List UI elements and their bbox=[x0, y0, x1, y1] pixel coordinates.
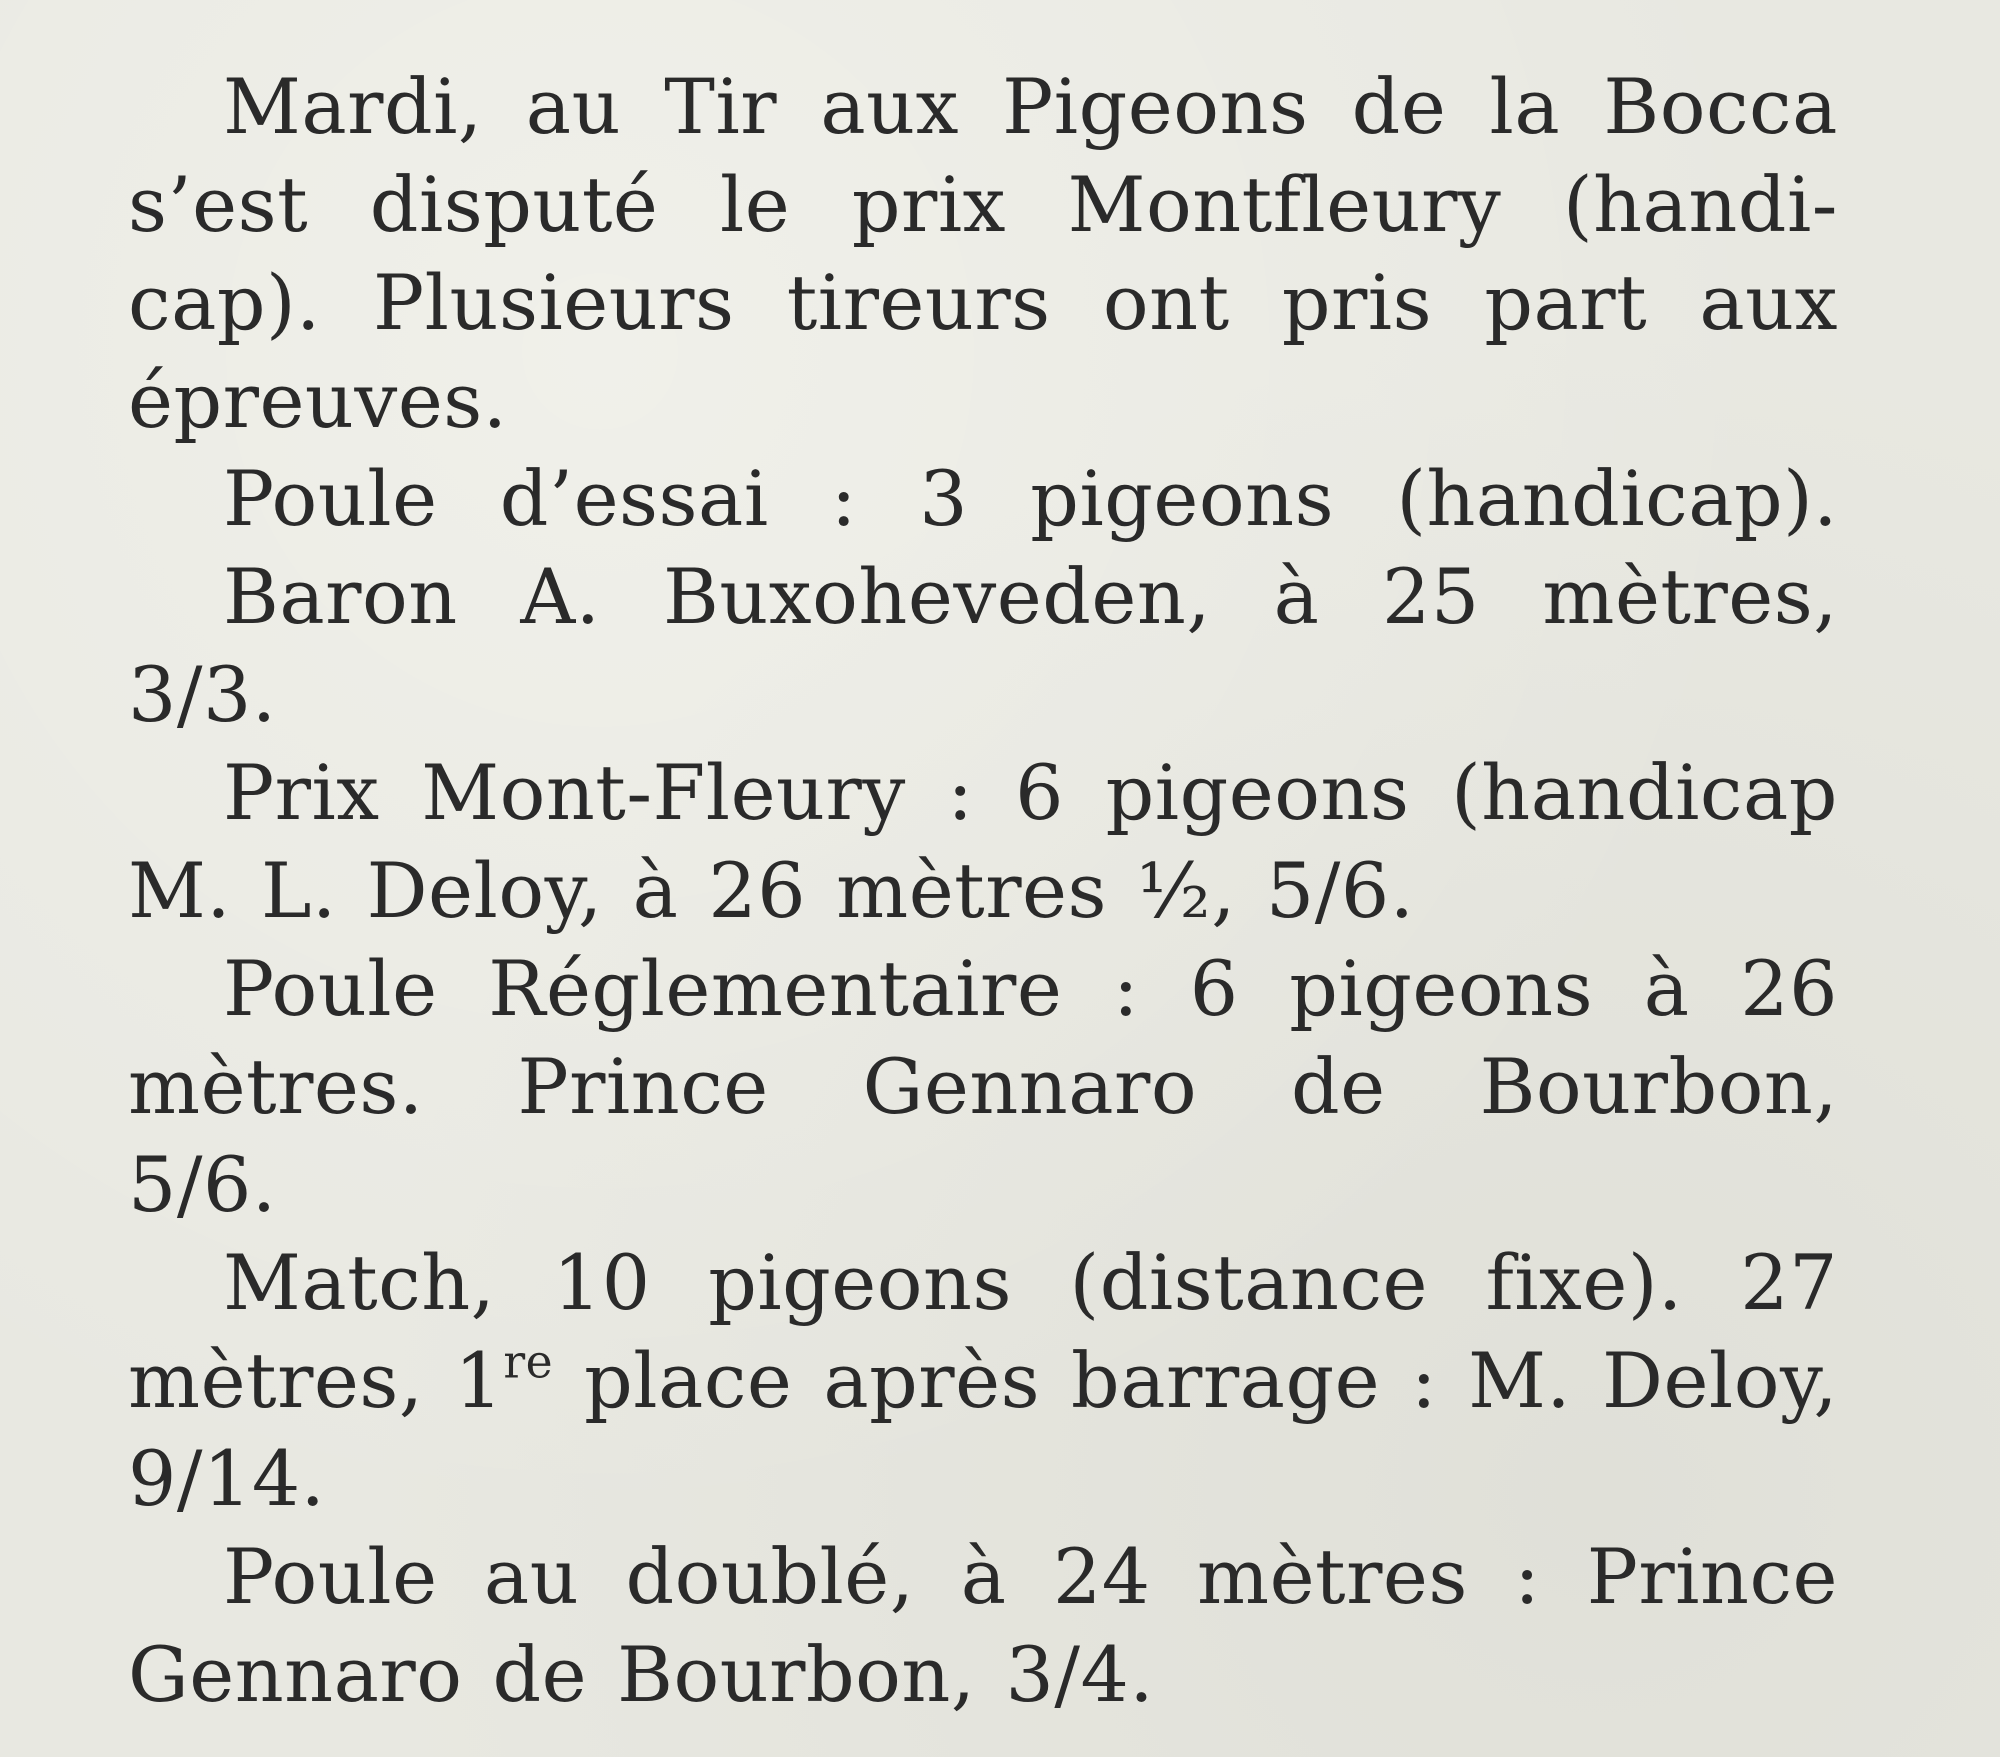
text-line bbox=[128, 1332, 1838, 1430]
text-line bbox=[128, 1234, 1838, 1332]
word: : bbox=[947, 748, 974, 837]
word: M. bbox=[128, 846, 231, 935]
word: Réglementaire bbox=[488, 944, 1063, 1033]
word: Bourbon, bbox=[1479, 1042, 1838, 1131]
word: s’est bbox=[128, 160, 309, 249]
word: d’essai bbox=[499, 454, 769, 543]
text-line bbox=[128, 450, 1838, 548]
word: Buxoheveden, bbox=[663, 552, 1211, 641]
word: 3/3. bbox=[128, 650, 277, 739]
word: mètres, bbox=[128, 1336, 424, 1425]
word: 26 bbox=[1740, 944, 1838, 1033]
word: cap). bbox=[128, 258, 321, 347]
word: 1re bbox=[454, 1335, 554, 1425]
word: à bbox=[960, 1532, 1007, 1621]
word: doublé, bbox=[625, 1532, 915, 1621]
word: la bbox=[1489, 62, 1561, 151]
word: 25 bbox=[1382, 552, 1480, 641]
word: 5/6. bbox=[128, 1140, 277, 1229]
article-text bbox=[128, 58, 1838, 1724]
word: Plusieurs bbox=[373, 258, 735, 347]
word: épreuves. bbox=[128, 356, 508, 445]
word: barrage bbox=[1071, 1336, 1381, 1425]
word: (handi- bbox=[1562, 160, 1838, 249]
word: 3 bbox=[919, 454, 969, 543]
word: place bbox=[584, 1336, 793, 1425]
word: Prince bbox=[1586, 1532, 1838, 1621]
word: Prix bbox=[223, 748, 380, 837]
word: fixe). bbox=[1485, 1238, 1683, 1327]
word: Montfleury bbox=[1067, 160, 1502, 249]
text-line bbox=[128, 1528, 1838, 1626]
word: à bbox=[1273, 552, 1320, 641]
word: pigeons bbox=[1030, 454, 1335, 543]
word: M. bbox=[1468, 1336, 1572, 1425]
word: part bbox=[1484, 258, 1648, 347]
word: : bbox=[1514, 1532, 1541, 1621]
word: Poule bbox=[223, 944, 438, 1033]
word: mètres. bbox=[128, 1042, 424, 1131]
text-line bbox=[128, 548, 1838, 646]
word: : bbox=[830, 454, 857, 543]
text-line bbox=[128, 646, 1838, 744]
text-line bbox=[128, 940, 1838, 1038]
word: 3/4. bbox=[1005, 1630, 1155, 1719]
text-line bbox=[128, 254, 1838, 352]
text-line bbox=[128, 352, 1838, 450]
word: pigeons bbox=[1105, 748, 1410, 837]
text-line bbox=[128, 1626, 1838, 1724]
word: Prince bbox=[517, 1042, 769, 1131]
word: au bbox=[525, 62, 622, 151]
word: 26 bbox=[708, 846, 807, 935]
word: aux bbox=[820, 62, 959, 151]
text-line bbox=[128, 744, 1838, 842]
word: 27 bbox=[1740, 1238, 1838, 1327]
word: 6 bbox=[1189, 944, 1239, 1033]
word: Poule bbox=[223, 1532, 438, 1621]
word: de bbox=[1291, 1042, 1386, 1131]
word: Mardi, bbox=[223, 62, 483, 151]
word: (handicap). bbox=[1396, 454, 1838, 543]
word: (distance bbox=[1069, 1238, 1428, 1327]
word: mètres bbox=[836, 846, 1108, 935]
word: Baron bbox=[223, 552, 458, 641]
word: Deloy, bbox=[366, 846, 603, 935]
word: Pigeons bbox=[1002, 62, 1309, 151]
word: à bbox=[1643, 944, 1690, 1033]
word: Tir bbox=[664, 62, 778, 151]
word: Gennaro bbox=[862, 1042, 1198, 1131]
word: L. bbox=[260, 846, 337, 935]
word: 6 bbox=[1015, 748, 1065, 837]
word: Poule bbox=[223, 454, 438, 543]
text-line bbox=[128, 1136, 1838, 1234]
word: : bbox=[1112, 944, 1140, 1033]
word: le bbox=[719, 160, 791, 249]
word: mètres, bbox=[1542, 552, 1838, 641]
word: pigeons bbox=[1289, 944, 1594, 1033]
text-line bbox=[128, 156, 1838, 254]
word: ont bbox=[1102, 258, 1230, 347]
word: disputé bbox=[369, 160, 659, 249]
word: 9/14. bbox=[128, 1434, 326, 1523]
word: de bbox=[1351, 62, 1447, 151]
word: après bbox=[823, 1336, 1041, 1425]
word: Deloy, bbox=[1602, 1336, 1838, 1425]
word: à bbox=[632, 846, 679, 935]
word: 10 bbox=[552, 1238, 651, 1327]
word: de bbox=[492, 1630, 588, 1719]
text-line bbox=[128, 1430, 1838, 1528]
word: prix bbox=[851, 160, 1007, 249]
text-line bbox=[128, 58, 1838, 156]
word: Mont-Fleury bbox=[421, 748, 906, 837]
word: 5/6. bbox=[1265, 846, 1415, 935]
word: pris bbox=[1281, 258, 1433, 347]
word: A. bbox=[520, 552, 601, 641]
word: 24 bbox=[1052, 1532, 1151, 1621]
word: : bbox=[1411, 1336, 1438, 1425]
word: mètres bbox=[1197, 1532, 1468, 1621]
word: aux bbox=[1699, 258, 1838, 347]
word: Bourbon, bbox=[617, 1630, 976, 1719]
text-line bbox=[128, 842, 1838, 940]
word: pigeons bbox=[708, 1238, 1012, 1327]
word: (handicap bbox=[1451, 748, 1838, 837]
word: tireurs bbox=[786, 258, 1051, 347]
word: Match, bbox=[223, 1238, 496, 1327]
text-line bbox=[128, 1038, 1838, 1136]
word: ½, bbox=[1137, 846, 1236, 935]
word: au bbox=[483, 1532, 580, 1621]
word: Bocca bbox=[1603, 62, 1838, 151]
word: Gennaro bbox=[128, 1630, 463, 1719]
